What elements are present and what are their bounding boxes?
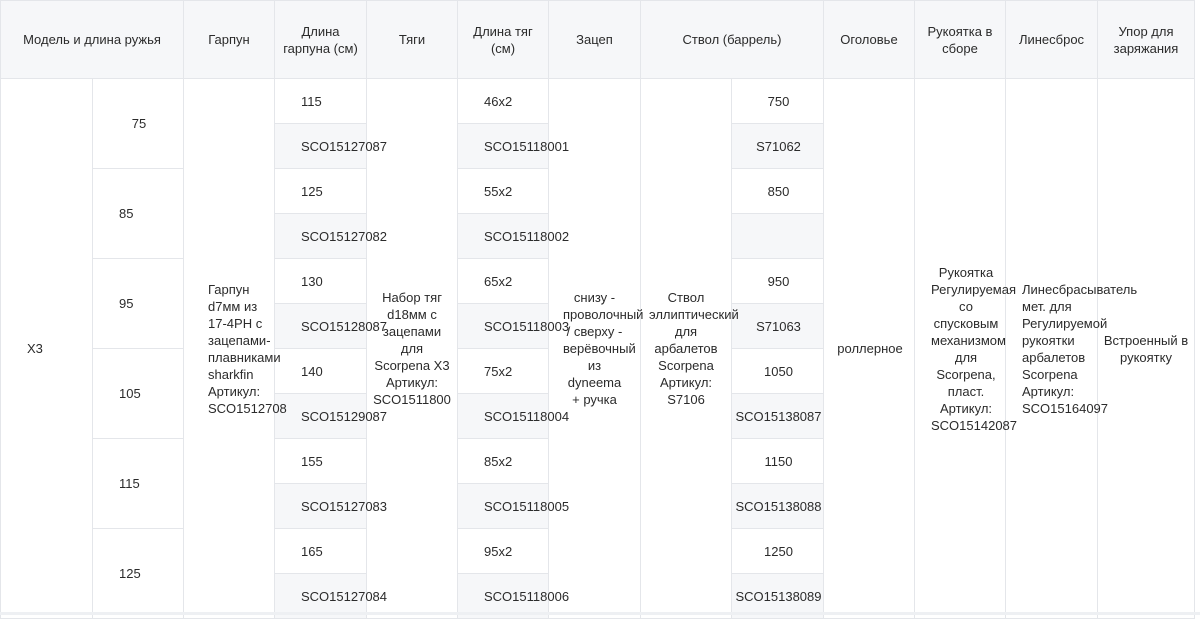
bands-length: 95x2 [458, 529, 549, 574]
barrel-sku: SCO15138089 [732, 574, 824, 619]
header-harpoon: Гарпун [184, 1, 275, 79]
harpoon-sku: SCO15127082 [275, 214, 367, 259]
header-loading-rest: Упор для заряжания [1098, 1, 1195, 79]
harpoon-length: 165 [275, 529, 367, 574]
grip-description: Рукоятка Регулируемая со спусковым механизмом для Scorpena, пласт. Артикул: SCO15142087 [915, 79, 1006, 619]
gun-length: 115 [93, 439, 184, 529]
barrel-length: 1250 [732, 529, 824, 574]
header-barrel: Ствол (баррель) [641, 1, 824, 79]
harpoon-length: 140 [275, 349, 367, 394]
barrel-length: 950 [732, 259, 824, 304]
bands-length: 75x2 [458, 349, 549, 394]
loading-rest-description: Встроенный в рукоятку [1098, 79, 1195, 619]
harpoon-description: Гарпун d7мм из 17-4PH с зацепами-плавниками sharkfin Артикул: SCO1512708 [184, 79, 275, 619]
barrel-sku [732, 214, 824, 259]
header-grip: Рукоятка в сборе [915, 1, 1006, 79]
barrel-sku: SCO15138087 [732, 394, 824, 439]
bands-length: 85x2 [458, 439, 549, 484]
line-release-description: Линесбрасыватель мет. для Регулируемой рукоятки арбалетов Scorpena Артикул: SCO15164097 [1006, 79, 1098, 619]
table-body [1, 79, 1195, 619]
bands-sku: SCO15118002 [458, 214, 549, 259]
bands-description: Набор тяг d18мм с зацепами для Scorpena X3 Артикул: SCO1511800 [367, 79, 458, 619]
barrel-description: Ствол эллиптический для арбалетов Scorpena Артикул: S7106 [641, 79, 732, 619]
bands-sku: SCO15118006 [458, 574, 549, 619]
barrel-length: 850 [732, 169, 824, 214]
barrel-length: 1150 [732, 439, 824, 484]
harpoon-sku: SCO15127084 [275, 574, 367, 619]
harpoon-sku: SCO15127083 [275, 484, 367, 529]
barrel-sku: S71062 [732, 124, 824, 169]
harpoon-sku: SCO15128087 [275, 304, 367, 349]
bands-length: 55x2 [458, 169, 549, 214]
harpoon-length: 155 [275, 439, 367, 484]
header-head: Оголовье [824, 1, 915, 79]
barrel-sku: S71063 [732, 304, 824, 349]
harpoon-length: 115 [275, 79, 367, 124]
model-name: X3 [1, 79, 93, 619]
bands-sku: SCO15118004 [458, 394, 549, 439]
gun-length: 125 [93, 529, 184, 619]
bands-sku: SCO15118003 [458, 304, 549, 349]
gun-length: 105 [93, 349, 184, 439]
bands-sku: SCO15118005 [458, 484, 549, 529]
bands-length: 46x2 [458, 79, 549, 124]
header-model: Модель и длина ружья [1, 1, 184, 79]
barrel-sku: SCO15138088 [732, 484, 824, 529]
barrel-length: 750 [732, 79, 824, 124]
barrel-length: 1050 [732, 349, 824, 394]
head-description: роллерное [824, 79, 915, 619]
gun-length: 95 [93, 259, 184, 349]
harpoon-sku: SCO15129087 [275, 394, 367, 439]
bands-length: 65x2 [458, 259, 549, 304]
hook-description: снизу - проволочный / сверху - верёвочный из dyneema + ручка [549, 79, 641, 619]
header-hook: Зацеп [549, 1, 641, 79]
header-bands: Тяги [367, 1, 458, 79]
header-harpoon-length: Длина гарпуна (см) [275, 1, 367, 79]
gun-length: 75 [93, 79, 184, 169]
header-bands-length: Длина тяг (см) [458, 1, 549, 79]
table-header [1, 1, 1195, 79]
harpoon-length: 125 [275, 169, 367, 214]
gun-length: 85 [93, 169, 184, 259]
bands-sku: SCO15118001 [458, 124, 549, 169]
harpoon-length: 130 [275, 259, 367, 304]
harpoon-sku: SCO15127087 [275, 124, 367, 169]
header-line-release: Линесброс [1006, 1, 1098, 79]
table-row [1, 79, 1195, 124]
